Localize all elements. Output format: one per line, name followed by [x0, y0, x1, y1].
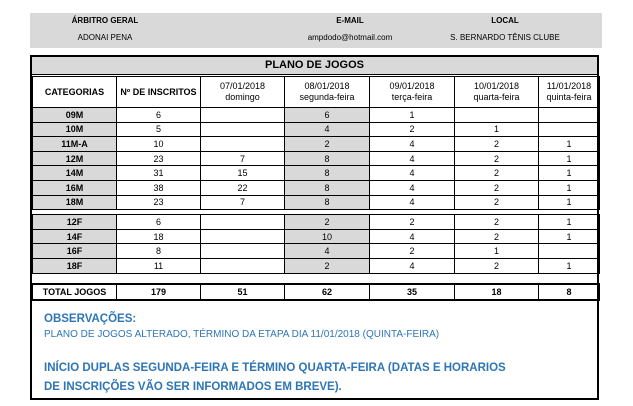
- inscritos-cell: 38: [117, 180, 201, 195]
- games-cell: [201, 108, 285, 123]
- games-cell: 2: [285, 258, 370, 273]
- table-row: [33, 151, 600, 166]
- games-cell: 1: [539, 180, 600, 195]
- inscritos-cell: 6: [117, 215, 201, 230]
- table-row: [33, 166, 600, 181]
- inscritos-cell: 18: [117, 229, 201, 244]
- table-header-row: [33, 77, 600, 108]
- games-cell: 4: [370, 151, 455, 166]
- games-cell: 2: [455, 195, 539, 210]
- inscritos-cell: 31: [117, 166, 201, 181]
- email-label: E-MAIL: [336, 16, 364, 25]
- games-cell: [539, 244, 600, 259]
- local-label: LOCAL: [491, 16, 519, 25]
- totals-table: [32, 283, 600, 301]
- games-cell: 1: [539, 229, 600, 244]
- games-cell: 15: [201, 166, 285, 181]
- table-row: [33, 215, 600, 230]
- games-cell: 1: [539, 215, 600, 230]
- games-cell: 6: [285, 108, 370, 123]
- games-cell: 2: [455, 258, 539, 273]
- games-cell: 4: [370, 180, 455, 195]
- games-cell: 1: [455, 244, 539, 259]
- games-cell: [201, 244, 285, 259]
- col-day: [285, 77, 370, 108]
- games-cell: 2: [370, 122, 455, 137]
- games-cell: 10: [285, 229, 370, 244]
- day-weekday: quinta-feira: [546, 92, 592, 102]
- category-cell: 10M: [33, 122, 117, 137]
- category-cell: 16M: [33, 180, 117, 195]
- day-weekday: segunda-feira: [299, 92, 355, 102]
- games-cell: 4: [370, 258, 455, 273]
- day-weekday: domingo: [225, 92, 260, 102]
- games-cell: [539, 122, 600, 137]
- col-day: [370, 77, 455, 108]
- games-cell: 2: [455, 137, 539, 152]
- table-row: [33, 137, 600, 152]
- games-cell: [201, 215, 285, 230]
- table-row: [33, 108, 600, 123]
- games-cell: 2: [455, 151, 539, 166]
- plan-title: PLANO DE JOGOS: [32, 57, 597, 75]
- category-cell: 11M-A: [33, 137, 117, 152]
- observacoes-line: PLANO DE JOGOS ALTERADO, TÉRMINO DA ETAPA DIA 11/01/2018 (QUINTA-FEIRA): [44, 329, 440, 340]
- day-weekday: terça-feira: [391, 92, 433, 102]
- table-row: [33, 244, 600, 259]
- games-cell: 2: [370, 244, 455, 259]
- col-day: [539, 77, 600, 108]
- category-cell: 16F: [33, 244, 117, 259]
- totals-label: TOTAL JOGOS: [33, 284, 117, 300]
- games-cell: 2: [285, 137, 370, 152]
- day-date: 08/01/2018: [304, 81, 350, 91]
- games-cell: 8: [285, 195, 370, 210]
- inscritos-cell: 23: [117, 151, 201, 166]
- totals-day: 62: [285, 284, 370, 300]
- games-cell: 1: [370, 108, 455, 123]
- games-cell: 4: [370, 195, 455, 210]
- day-date: 10/01/2018: [473, 81, 520, 91]
- games-cell: 2: [455, 229, 539, 244]
- observacoes-line: DE INSCRIÇÕES VÃO SER INFORMADOS EM BREVE).: [44, 381, 342, 393]
- games-cell: [201, 258, 285, 273]
- col-day: [455, 77, 539, 108]
- totals-day: 8: [539, 284, 600, 300]
- day-date: 07/01/2018: [219, 81, 266, 91]
- local-value: S. BERNARDO TÊNIS CLUBE: [450, 33, 560, 42]
- totals-inscritos: 179: [117, 284, 201, 300]
- header-bar: [30, 13, 602, 48]
- games-cell: 2: [285, 215, 370, 230]
- inscritos-cell: 5: [117, 122, 201, 137]
- category-cell: 18F: [33, 258, 117, 273]
- arbitro-label: ÁRBITRO GERAL: [71, 16, 139, 25]
- email-value: ampdodo@hotmail.com: [307, 33, 393, 42]
- games-cell: 4: [285, 244, 370, 259]
- inscritos-cell: 11: [117, 258, 201, 273]
- games-cell: 22: [201, 180, 285, 195]
- games-cell: 8: [285, 180, 370, 195]
- table-row: [33, 195, 600, 210]
- observacoes-line: INÍCIO DUPLAS SEGUNDA-FEIRA E TÉRMINO QUARTA-FEIRA (DATAS E HORARIOS: [44, 362, 506, 374]
- table-row: [33, 122, 600, 137]
- games-cell: 2: [455, 215, 539, 230]
- games-cell: 1: [539, 151, 600, 166]
- games-cell: 4: [285, 122, 370, 137]
- games-cell: 2: [455, 180, 539, 195]
- table-row: [33, 258, 600, 273]
- games-cell: 2: [455, 166, 539, 181]
- day-date: 11/01/2018: [546, 81, 592, 91]
- games-cell: 1: [455, 122, 539, 137]
- games-cell: 1: [539, 137, 600, 152]
- col-inscritos: Nº DE INSCRITOS: [117, 77, 201, 108]
- category-cell: 09M: [33, 108, 117, 123]
- observacoes-title: OBSERVAÇÕES:: [44, 313, 137, 325]
- category-cell: 18M: [33, 195, 117, 210]
- arbitro-value: ADONAI PENA: [77, 33, 133, 42]
- games-cell: 8: [285, 151, 370, 166]
- games-cell: [201, 122, 285, 137]
- games-cell: 8: [285, 166, 370, 181]
- category-cell: 14F: [33, 229, 117, 244]
- inscritos-cell: 10: [117, 137, 201, 152]
- table-row: [33, 229, 600, 244]
- games-cell: [201, 137, 285, 152]
- inscritos-cell: 23: [117, 195, 201, 210]
- games-cell: 2: [370, 215, 455, 230]
- games-cell: [455, 108, 539, 123]
- games-cell: 1: [539, 258, 600, 273]
- totals-day: 35: [370, 284, 455, 300]
- category-cell: 12M: [33, 151, 117, 166]
- table-row: [33, 180, 600, 195]
- day-weekday: quarta-feira: [473, 92, 520, 102]
- games-cell: 4: [370, 166, 455, 181]
- category-cell: 14M: [33, 166, 117, 181]
- category-cell: 12F: [33, 215, 117, 230]
- totals-day: 18: [455, 284, 539, 300]
- day-date: 09/01/2018: [389, 81, 435, 91]
- col-categorias: CATEGORIAS: [33, 77, 117, 108]
- games-cell: 4: [370, 137, 455, 152]
- schedule-table: [32, 76, 600, 274]
- games-cell: [201, 229, 285, 244]
- games-cell: [539, 108, 600, 123]
- games-cell: 1: [539, 166, 600, 181]
- totals-day: 51: [201, 284, 285, 300]
- games-cell: 7: [201, 151, 285, 166]
- games-cell: 1: [539, 195, 600, 210]
- inscritos-cell: 6: [117, 108, 201, 123]
- games-cell: 4: [370, 229, 455, 244]
- games-cell: 7: [201, 195, 285, 210]
- totals-row: [33, 284, 600, 300]
- col-day: [201, 77, 285, 108]
- inscritos-cell: 8: [117, 244, 201, 259]
